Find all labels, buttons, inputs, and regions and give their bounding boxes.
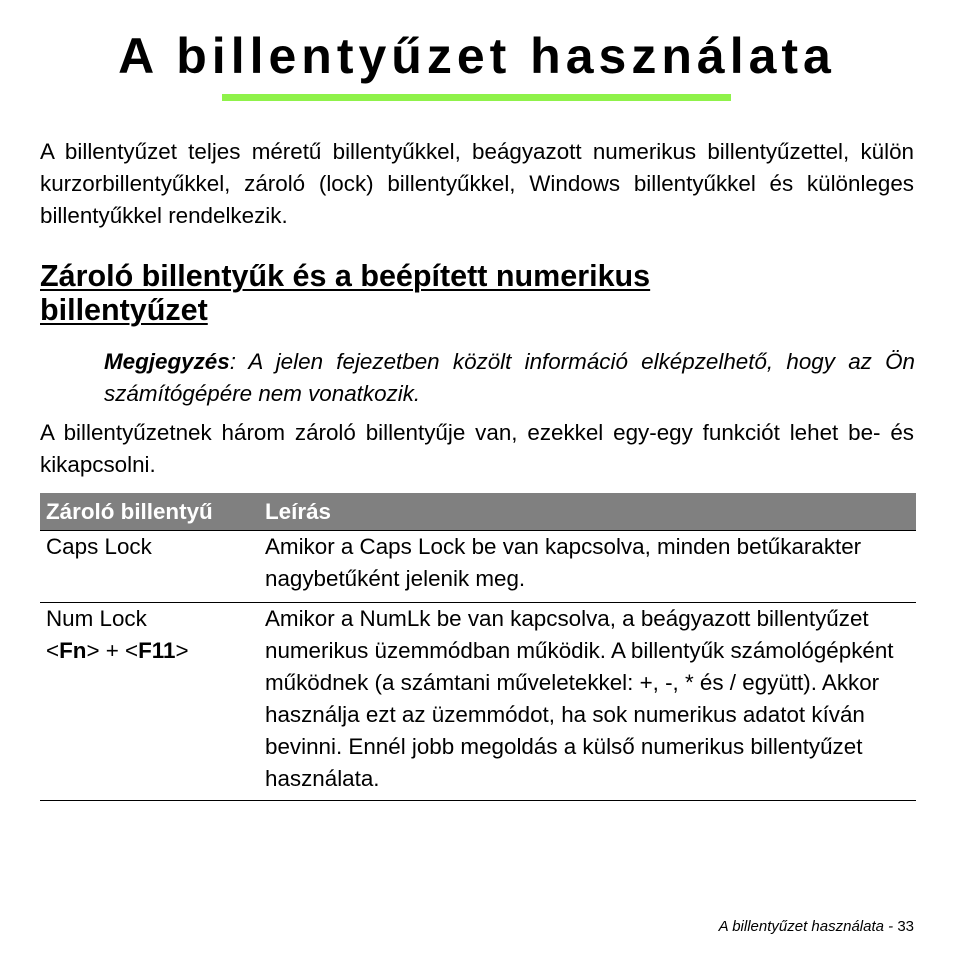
table-row bbox=[40, 603, 916, 801]
shortcut-key-fn: Fn bbox=[59, 638, 87, 663]
lock-keys-table bbox=[40, 493, 916, 801]
title-underline bbox=[222, 94, 731, 101]
page-number: 33 bbox=[897, 918, 914, 935]
section-heading-line2: billentyűzet bbox=[40, 293, 208, 327]
shortcut-key-f11: F11 bbox=[138, 638, 176, 663]
shortcut-plus: > + < bbox=[86, 638, 139, 663]
page-title: A billentyűzet használata bbox=[118, 28, 836, 84]
table-cell-key: Caps Lock bbox=[40, 531, 259, 603]
lead-paragraph: A billentyűzetnek három zároló billentyűje van, ezekkel egy-egy funkciót lehet be- és kikapcsolni. bbox=[40, 420, 914, 477]
shortcut-close: > bbox=[175, 638, 189, 663]
note-text: : A jelen fejezetben közölt információ elképzelhető, hogy az Ön számítógépére nem vonatkozik. bbox=[104, 349, 915, 406]
footer-label: A billentyűzet használata - bbox=[718, 918, 898, 935]
table-cell-description: Amikor a Caps Lock be van kapcsolva, minden betűkarakter nagybetűként jelenik meg. bbox=[259, 531, 916, 603]
shortcut-open: < bbox=[46, 638, 60, 663]
table-header-row bbox=[40, 493, 916, 531]
section-heading bbox=[40, 259, 800, 327]
page-footer bbox=[719, 918, 914, 935]
table-cell-description: Amikor a NumLk be van kapcsolva, a beágyazott billentyűzet numerikus üzemmódban működik. A billentyűk számológépként működnek (a számtani műveletekkel: +, -, * és / együtt). Akkor használja ezt az üzemmódot, ha sok numerikus adatot kíván bevinni. Ennél jobb megoldás a külső numerikus billentyűzet használata. bbox=[259, 603, 916, 801]
note-label: Megjegyzés bbox=[104, 349, 230, 374]
table-header-description: Leírás bbox=[259, 493, 916, 531]
section-heading-line1: Zároló billentyűk és a beépített numerikus bbox=[40, 259, 651, 293]
note bbox=[104, 346, 915, 410]
intro-paragraph: A billentyűzet teljes méretű billentyűkkel, beágyazott numerikus billentyűzettel, külön kurzorbillentyűkkel, zároló (lock) billentyűkkel, Windows billentyűkkel és különleges billentyűkkel rendelkezik. bbox=[40, 139, 914, 228]
table-row bbox=[40, 531, 916, 603]
table-cell-key bbox=[40, 603, 259, 801]
table-header-key: Zároló billentyű bbox=[40, 493, 259, 531]
num-lock-label: Num Lock bbox=[46, 606, 147, 631]
